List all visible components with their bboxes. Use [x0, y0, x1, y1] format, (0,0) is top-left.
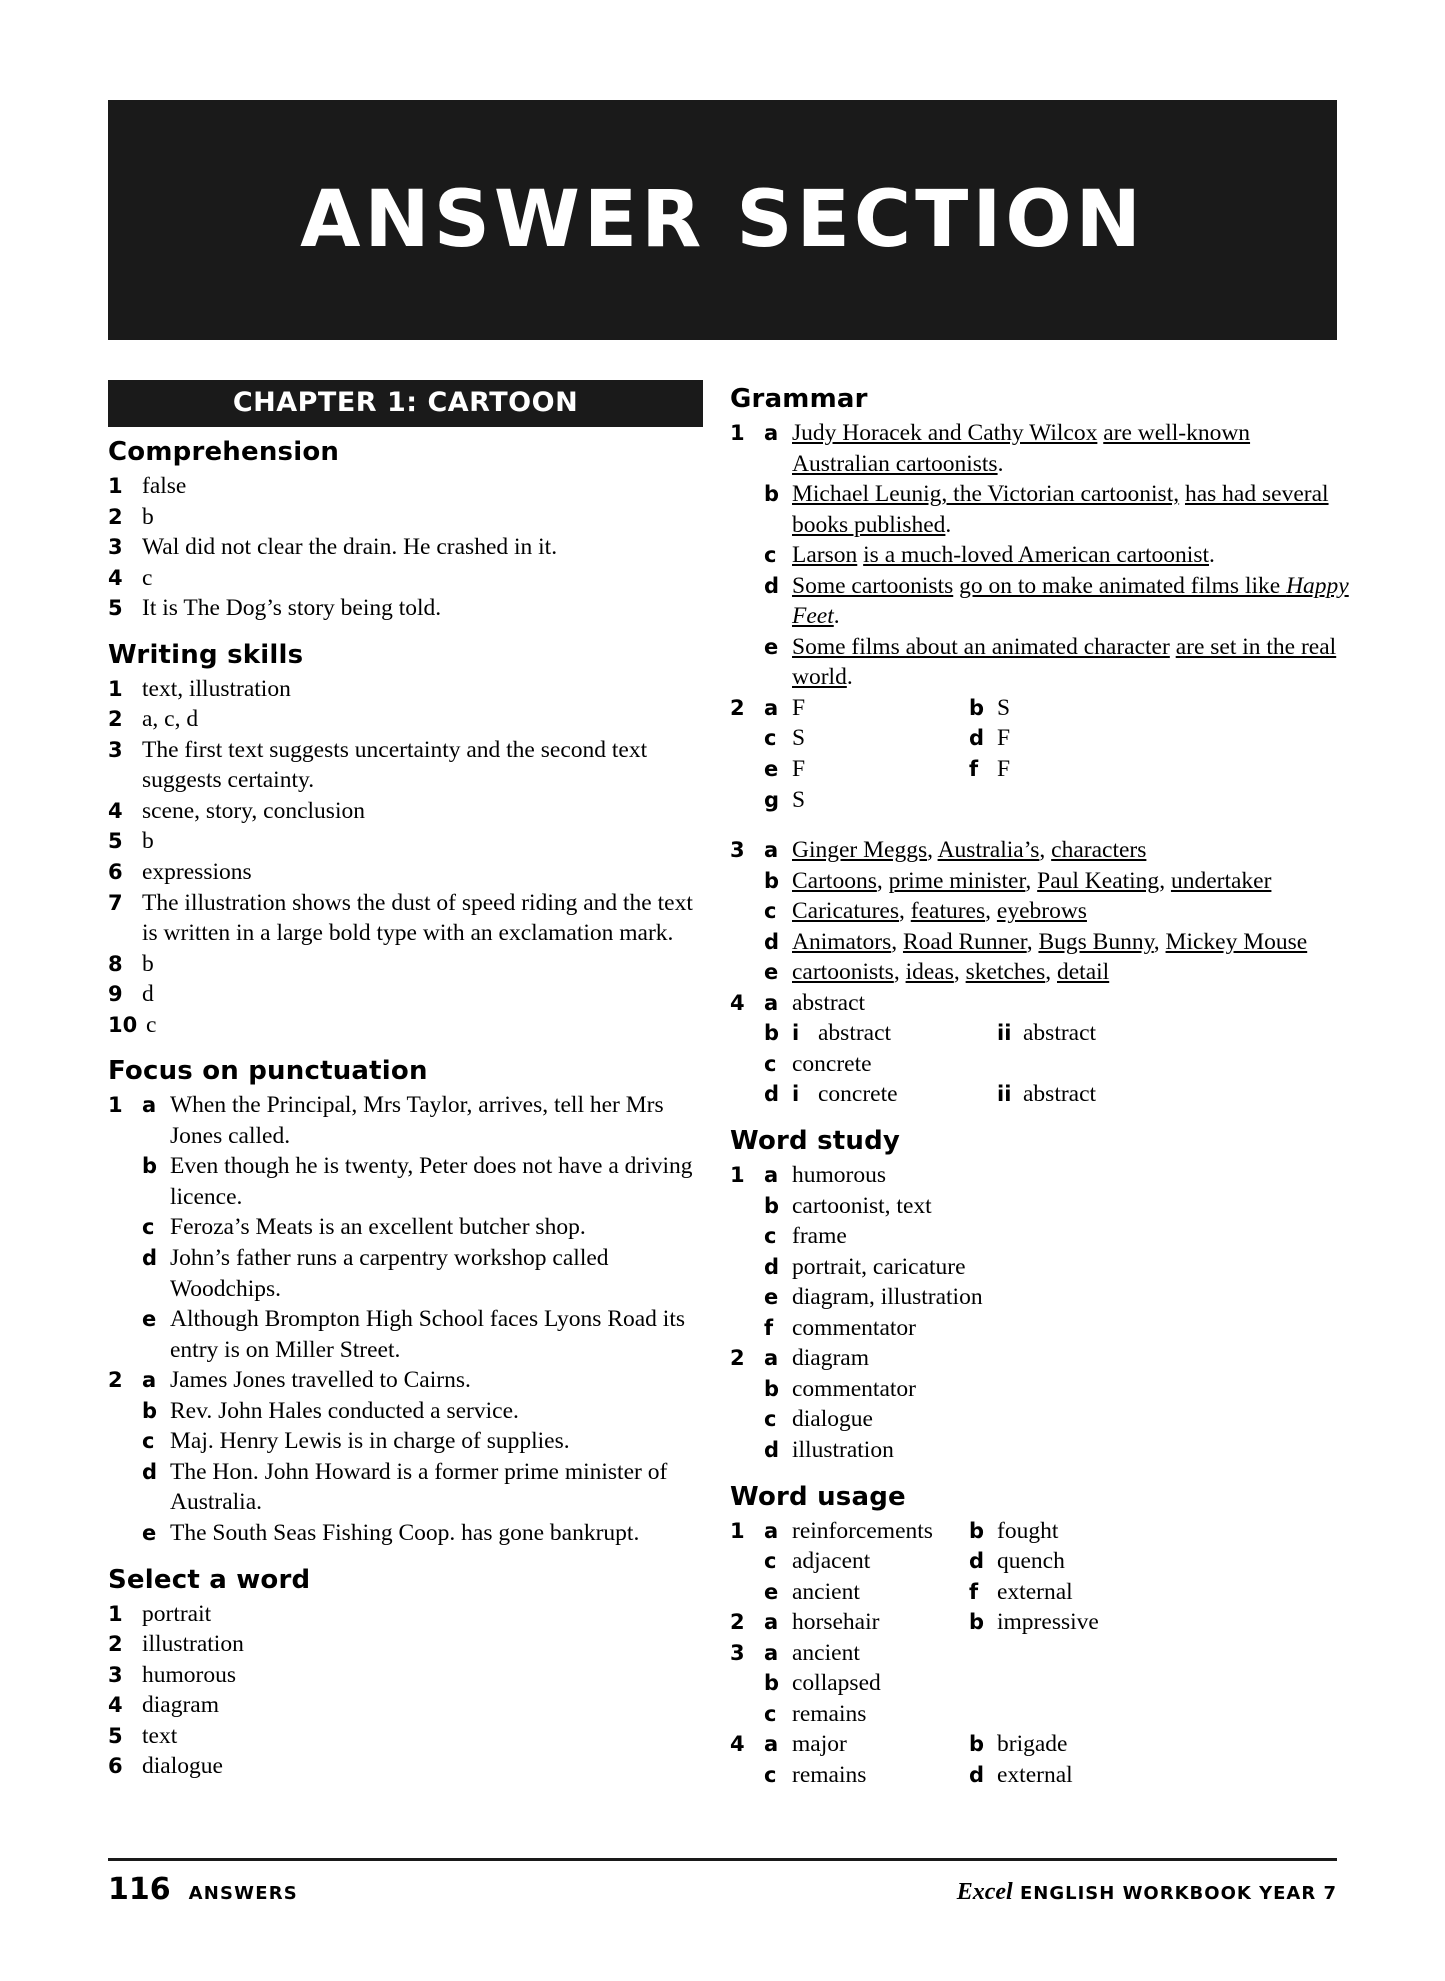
answer-pair-left: [792, 1079, 997, 1110]
list-item: [108, 1599, 703, 1630]
item-text: dialogue: [142, 1753, 223, 1780]
answer-pair-left: [764, 754, 969, 785]
list-item: [764, 1282, 1350, 1313]
list-item: [108, 532, 703, 563]
answer-pair-left: [792, 1018, 997, 1049]
item-text: concrete: [792, 1050, 872, 1077]
list-item: [730, 1729, 1350, 1760]
item-number: 5: [108, 829, 123, 854]
item-text: abstract: [792, 989, 866, 1016]
item-number: 3: [108, 535, 123, 560]
list-item: [730, 1343, 1350, 1374]
item-text: b: [142, 950, 154, 977]
list-item: [764, 1049, 1350, 1080]
item-letter: b: [764, 1671, 780, 1696]
list-item: [764, 632, 1350, 693]
item-text: diagram: [142, 1692, 219, 1719]
item-number: 1: [108, 1093, 123, 1118]
item-text: adjacent: [792, 1548, 871, 1575]
item-number: 2: [108, 504, 123, 529]
item-letter: b: [764, 1193, 780, 1218]
item-text: dialogue: [792, 1406, 873, 1433]
item-text: remains: [792, 1700, 867, 1727]
item-letter: c: [142, 1215, 155, 1240]
item-letter: a: [764, 1610, 779, 1635]
item-number: 2: [730, 1610, 745, 1635]
writing-skills-list: [108, 674, 703, 1041]
item-text: F: [997, 725, 1011, 752]
item-letter: a: [764, 1163, 779, 1188]
answer-section-banner: [108, 100, 1337, 340]
list-item: [142, 1304, 703, 1365]
item-letter: f: [764, 1315, 774, 1340]
item-letter: d: [142, 1459, 158, 1484]
list-item: [764, 1577, 1350, 1608]
list-item: [764, 866, 1350, 897]
item-letter: d: [764, 929, 780, 954]
answer-pair-left: [764, 1607, 969, 1638]
item-text: The illustration shows the dust of speed riding and the text is written in a large bold type with an exclamation mark.: [142, 889, 693, 947]
list-item: [730, 1607, 1350, 1638]
item-letter: d: [764, 573, 780, 598]
item-text: expressions: [142, 859, 252, 886]
answer-pair-left: [764, 1516, 969, 1547]
list-item: [764, 1079, 1350, 1110]
item-letter: c: [764, 1701, 777, 1726]
item-letter: e: [142, 1520, 157, 1545]
list-item: [142, 1396, 703, 1427]
item-letter: b: [969, 695, 985, 720]
list-item: [142, 1518, 703, 1549]
list-item: [764, 1313, 1350, 1344]
section-heading-select-a-word: Select a word: [108, 1564, 311, 1595]
list-item: [108, 949, 703, 980]
left-column: [108, 380, 703, 1782]
item-letter: b: [142, 1154, 158, 1179]
item-letter: b: [764, 482, 780, 507]
item-number: 1: [108, 474, 123, 498]
list-item: [142, 1212, 703, 1243]
item-text: fought: [997, 1517, 1059, 1544]
answer-pair-left: [764, 1577, 969, 1608]
list-item: [764, 1546, 1350, 1577]
item-number: 1: [108, 676, 123, 701]
select-a-word-list: [108, 1599, 703, 1782]
answer-pair-right: [969, 1577, 1350, 1608]
grammar-group-1: [730, 418, 1350, 693]
list-item: [108, 674, 703, 705]
list-item: [108, 704, 703, 735]
item-text: Feroza’s Meats is an excellent butcher shop.: [170, 1214, 586, 1241]
item-letter: a: [142, 1093, 157, 1118]
item-roman-numeral: i: [792, 1082, 800, 1107]
item-letter: a: [764, 421, 779, 445]
item-number: 1: [108, 1601, 123, 1626]
list-item: [108, 1629, 703, 1660]
footer-label: ANSWERS: [188, 1883, 298, 1904]
item-letter: a: [764, 1346, 779, 1371]
footer-left: [108, 1872, 298, 1907]
item-text: illustration: [792, 1436, 894, 1463]
list-item: [730, 835, 1350, 866]
answer-pair-left: [764, 1668, 969, 1699]
item-text: diagram, illustration: [792, 1284, 983, 1311]
item-text: Cartoons, prime minister, Paul Keating, undertaker: [792, 867, 1272, 894]
answer-pair-right: [969, 754, 1350, 785]
item-text: Larson is a much-loved American cartoonist.: [792, 542, 1215, 569]
item-text: The South Seas Fishing Coop. has gone bankrupt.: [170, 1519, 640, 1546]
item-letter: e: [764, 1285, 779, 1310]
item-number: 3: [730, 1640, 745, 1665]
list-item: [764, 1699, 1350, 1730]
item-text: F: [792, 694, 806, 721]
list-item: [764, 785, 1350, 816]
list-item: [764, 1374, 1350, 1405]
list-item: [108, 593, 703, 624]
list-item: [108, 735, 703, 796]
answer-pair-right: [969, 1729, 1350, 1760]
section-heading-writing-skills: Writing skills: [108, 639, 304, 670]
item-text: The first text suggests uncertainty and the second text suggests certainty.: [142, 736, 648, 794]
item-letter: b: [764, 868, 780, 893]
item-text: abstract: [818, 1020, 892, 1047]
item-text: text: [142, 1722, 178, 1749]
list-item: [764, 1404, 1350, 1435]
section-heading-word-study: Word study: [730, 1126, 901, 1157]
item-text: illustration: [142, 1631, 244, 1658]
item-letter: e: [764, 1579, 779, 1604]
item-text: frame: [792, 1223, 847, 1250]
item-letter: a: [764, 1518, 779, 1543]
list-item: [108, 563, 703, 594]
item-text: Although Brompton High School faces Lyons Road its entry is on Miller Street.: [170, 1306, 686, 1363]
item-letter: c: [764, 1407, 777, 1432]
list-item: [764, 1018, 1350, 1049]
item-text: impressive: [997, 1609, 1099, 1636]
item-letter: b: [142, 1398, 158, 1423]
right-column: [730, 380, 1350, 1790]
item-number: 2: [108, 1368, 123, 1393]
item-number: 4: [108, 565, 123, 590]
item-number: 1: [730, 1518, 745, 1543]
answer-pair-right: [969, 693, 1350, 724]
item-number: 3: [108, 1662, 123, 1687]
item-number: 8: [108, 951, 123, 976]
item-letter: e: [764, 634, 779, 659]
item-text: b: [142, 503, 154, 530]
list-item: [108, 796, 703, 827]
item-letter: d: [764, 1437, 780, 1462]
item-text: abstract: [1023, 1081, 1097, 1108]
item-number: 6: [108, 860, 123, 885]
item-letter: c: [764, 1762, 777, 1787]
footer-book-title: ENGLISH WORKBOOK YEAR 7: [1019, 1883, 1337, 1904]
answer-pair-right: [969, 1546, 1350, 1577]
item-text: cartoonist, text: [792, 1192, 932, 1219]
list-item: [764, 927, 1350, 958]
item-text: major: [792, 1731, 847, 1758]
item-text: abstract: [1023, 1020, 1097, 1047]
item-text: text, illustration: [142, 675, 291, 702]
item-number: 1: [730, 1163, 745, 1188]
focus-on-punctuation-list: [108, 1090, 703, 1548]
item-text: portrait, caricature: [792, 1253, 966, 1280]
list-item: [764, 1252, 1350, 1283]
section-heading-comprehension: Comprehension: [108, 437, 340, 467]
item-text: ancient: [792, 1639, 860, 1666]
item-number: 5: [108, 596, 123, 621]
item-number: 2: [730, 1346, 745, 1371]
item-text: external: [997, 1578, 1073, 1605]
item-letter: f: [969, 1579, 979, 1604]
grammar-group-2: [730, 693, 1350, 815]
answer-pair-left: [764, 723, 969, 754]
list-item: [730, 1160, 1350, 1191]
item-letter: c: [764, 1051, 777, 1076]
list-item: [108, 979, 703, 1010]
list-item: [764, 479, 1350, 540]
comprehension-list: [108, 471, 703, 624]
grammar-group-4: [730, 988, 1350, 1110]
item-letter: a: [764, 695, 779, 720]
item-text: brigade: [997, 1731, 1068, 1758]
answer-pair-right: [969, 723, 1350, 754]
item-text: humorous: [142, 1661, 236, 1688]
item-letter: d: [764, 1254, 780, 1279]
answer-pair-left: [764, 1546, 969, 1577]
word-usage-list: [730, 1516, 1350, 1791]
item-text: concrete: [818, 1081, 898, 1108]
chapter-heading: CHAPTER 1: CARTOON: [108, 380, 703, 427]
list-item: [764, 1221, 1350, 1252]
item-text: S: [792, 786, 806, 813]
item-text: John’s father runs a carpentry workshop called Woodchips.: [170, 1245, 609, 1302]
list-item: [764, 571, 1350, 632]
page-footer: [108, 1872, 1337, 1907]
item-text: remains: [792, 1761, 867, 1788]
item-number: 2: [108, 707, 123, 732]
footer-divider: [108, 1858, 1337, 1861]
item-text: ancient: [792, 1578, 860, 1605]
item-number: 6: [108, 1754, 123, 1779]
list-item: [730, 693, 1350, 724]
item-number: 4: [108, 798, 123, 823]
item-text: humorous: [792, 1162, 886, 1189]
item-text: F: [792, 756, 806, 783]
item-number: 2: [108, 1632, 123, 1657]
section-heading-focus-on-punctuation: Focus on punctuation: [108, 1056, 428, 1087]
answer-pair-right: [969, 1760, 1350, 1791]
item-text: diagram: [792, 1345, 869, 1372]
list-item: [764, 540, 1350, 571]
list-item: [108, 857, 703, 888]
item-letter: a: [764, 838, 779, 863]
item-letter: e: [764, 757, 779, 782]
item-letter: c: [142, 1429, 155, 1454]
item-letter: c: [764, 726, 777, 751]
item-number: 3: [730, 838, 745, 863]
list-item: [108, 1751, 703, 1782]
item-text: reinforcements: [792, 1517, 933, 1544]
list-item: [108, 888, 703, 949]
list-item: [108, 471, 703, 502]
list-item: [764, 1668, 1350, 1699]
list-item: [764, 1435, 1350, 1466]
item-text: Some films about an animated character are set in the real world.: [792, 633, 1337, 691]
item-text: external: [997, 1761, 1073, 1788]
item-roman-numeral: ii: [997, 1082, 1012, 1107]
list-item: [142, 1243, 703, 1304]
answer-pair-right: [997, 1079, 1350, 1110]
item-text: portrait: [142, 1600, 212, 1627]
item-text: The Hon. John Howard is a former prime minister of Australia.: [170, 1458, 668, 1516]
item-text: F: [997, 756, 1011, 783]
item-text: scene, story, conclusion: [142, 797, 365, 824]
item-letter: c: [764, 1224, 777, 1249]
item-letter: c: [764, 1549, 777, 1574]
answer-pair-left: [764, 1638, 969, 1669]
list-item: [108, 502, 703, 533]
list-item: [730, 1516, 1350, 1547]
item-letter: d: [142, 1246, 158, 1271]
item-text: collapsed: [792, 1670, 881, 1697]
item-number: 10: [108, 1012, 138, 1037]
item-number: 3: [108, 737, 123, 762]
brand-name: Excel: [956, 1879, 1013, 1905]
item-letter: b: [969, 1732, 985, 1757]
list-item: [764, 957, 1350, 988]
item-letter: g: [764, 787, 780, 812]
list-item: [764, 723, 1350, 754]
list-item: [730, 988, 1350, 1019]
item-text: commentator: [792, 1314, 916, 1341]
list-item: [108, 1010, 703, 1041]
list-item: [108, 1365, 703, 1396]
item-letter: b: [969, 1610, 985, 1635]
item-text: d: [142, 981, 154, 1008]
item-number: 5: [108, 1723, 123, 1748]
item-letter: e: [142, 1307, 157, 1332]
item-number: 1: [730, 421, 745, 445]
item-letter: b: [764, 1376, 780, 1401]
item-text: Michael Leunig, the Victorian cartoonist, has had several books published.: [792, 481, 1329, 538]
item-letter: a: [764, 990, 779, 1015]
answer-pair-right: [997, 1018, 1350, 1049]
page-title: ANSWER SECTION: [300, 175, 1145, 265]
item-text: James Jones travelled to Cairns.: [170, 1367, 471, 1394]
item-letter: a: [764, 1732, 779, 1757]
item-letter: c: [764, 899, 777, 924]
list-item: [108, 1721, 703, 1752]
list-item: [764, 1191, 1350, 1222]
item-text: Ginger Meggs, Australia’s, characters: [792, 837, 1147, 864]
answer-pair-left: [764, 785, 969, 816]
item-text: c: [146, 1011, 157, 1038]
item-text: quench: [997, 1548, 1065, 1575]
item-letter: d: [969, 1762, 985, 1787]
answer-pair-left: [764, 1699, 969, 1730]
answer-pair-right: [969, 1607, 1350, 1638]
item-text: cartoonists, ideas, sketches, detail: [792, 959, 1110, 986]
item-text: horsehair: [792, 1609, 880, 1636]
list-item: [764, 896, 1350, 927]
list-item: [764, 1760, 1350, 1791]
list-item: [108, 1660, 703, 1691]
item-text: Judy Horacek and Cathy Wilcox are well-known Australian cartoonists.: [792, 420, 1251, 477]
list-item: [108, 826, 703, 857]
list-item: [142, 1457, 703, 1518]
item-roman-numeral: ii: [997, 1021, 1012, 1046]
item-letter: b: [969, 1518, 985, 1543]
item-letter: d: [764, 1082, 780, 1107]
list-item: [142, 1426, 703, 1457]
item-letter: a: [142, 1368, 157, 1393]
item-text: b: [142, 828, 154, 855]
list-item: [730, 418, 1350, 479]
item-text: S: [792, 725, 806, 752]
grammar-group-3: [730, 835, 1350, 988]
item-letter: d: [969, 1549, 985, 1574]
item-text: c: [142, 564, 153, 591]
item-text: When the Principal, Mrs Taylor, arrives, tell her Mrs Jones called.: [170, 1092, 664, 1149]
list-item: [108, 1690, 703, 1721]
item-text: It is The Dog’s story being told.: [142, 595, 442, 622]
item-text: Even though he is twenty, Peter does not have a driving licence.: [170, 1153, 693, 1210]
item-number: 4: [108, 1693, 123, 1718]
list-item: [108, 1090, 703, 1151]
item-letter: a: [764, 1640, 779, 1665]
list-item: [764, 754, 1350, 785]
list-item: [142, 1151, 703, 1212]
footer-right: [957, 1879, 1337, 1906]
item-text: false: [142, 473, 187, 499]
item-text: a, c, d: [142, 706, 199, 733]
item-text: commentator: [792, 1375, 916, 1402]
item-text: Animators, Road Runner, Bugs Bunny, Mickey Mouse: [792, 928, 1308, 955]
item-letter: f: [969, 757, 979, 782]
item-text: Rev. John Hales conducted a service.: [170, 1397, 519, 1424]
item-number: 4: [730, 990, 745, 1015]
answer-pair-left: [764, 693, 969, 724]
answer-pair-right: [969, 1516, 1350, 1547]
list-item: [730, 1638, 1350, 1669]
item-letter: d: [969, 726, 985, 751]
item-letter: e: [764, 960, 779, 985]
item-text: Maj. Henry Lewis is in charge of supplies.: [170, 1428, 570, 1455]
answer-pair-left: [764, 1760, 969, 1791]
page-number: 116: [108, 1872, 171, 1907]
item-text: Caricatures, features, eyebrows: [792, 898, 1087, 925]
item-letter: c: [764, 543, 777, 568]
item-roman-numeral: i: [792, 1021, 800, 1046]
section-heading-word-usage: Word usage: [730, 1481, 906, 1512]
word-study-list: [730, 1160, 1350, 1465]
item-number: 7: [108, 890, 123, 915]
item-text: Some cartoonists go on to make animated films like Happy Feet.: [792, 572, 1349, 630]
section-heading-grammar: Grammar: [730, 384, 868, 414]
item-number: 4: [730, 1732, 745, 1757]
item-number: 9: [108, 982, 123, 1007]
answer-pair-left: [764, 1729, 969, 1760]
item-text: S: [997, 694, 1011, 721]
item-number: 2: [730, 695, 745, 720]
item-text: Wal did not clear the drain. He crashed in it.: [142, 534, 558, 561]
item-letter: b: [764, 1021, 780, 1046]
